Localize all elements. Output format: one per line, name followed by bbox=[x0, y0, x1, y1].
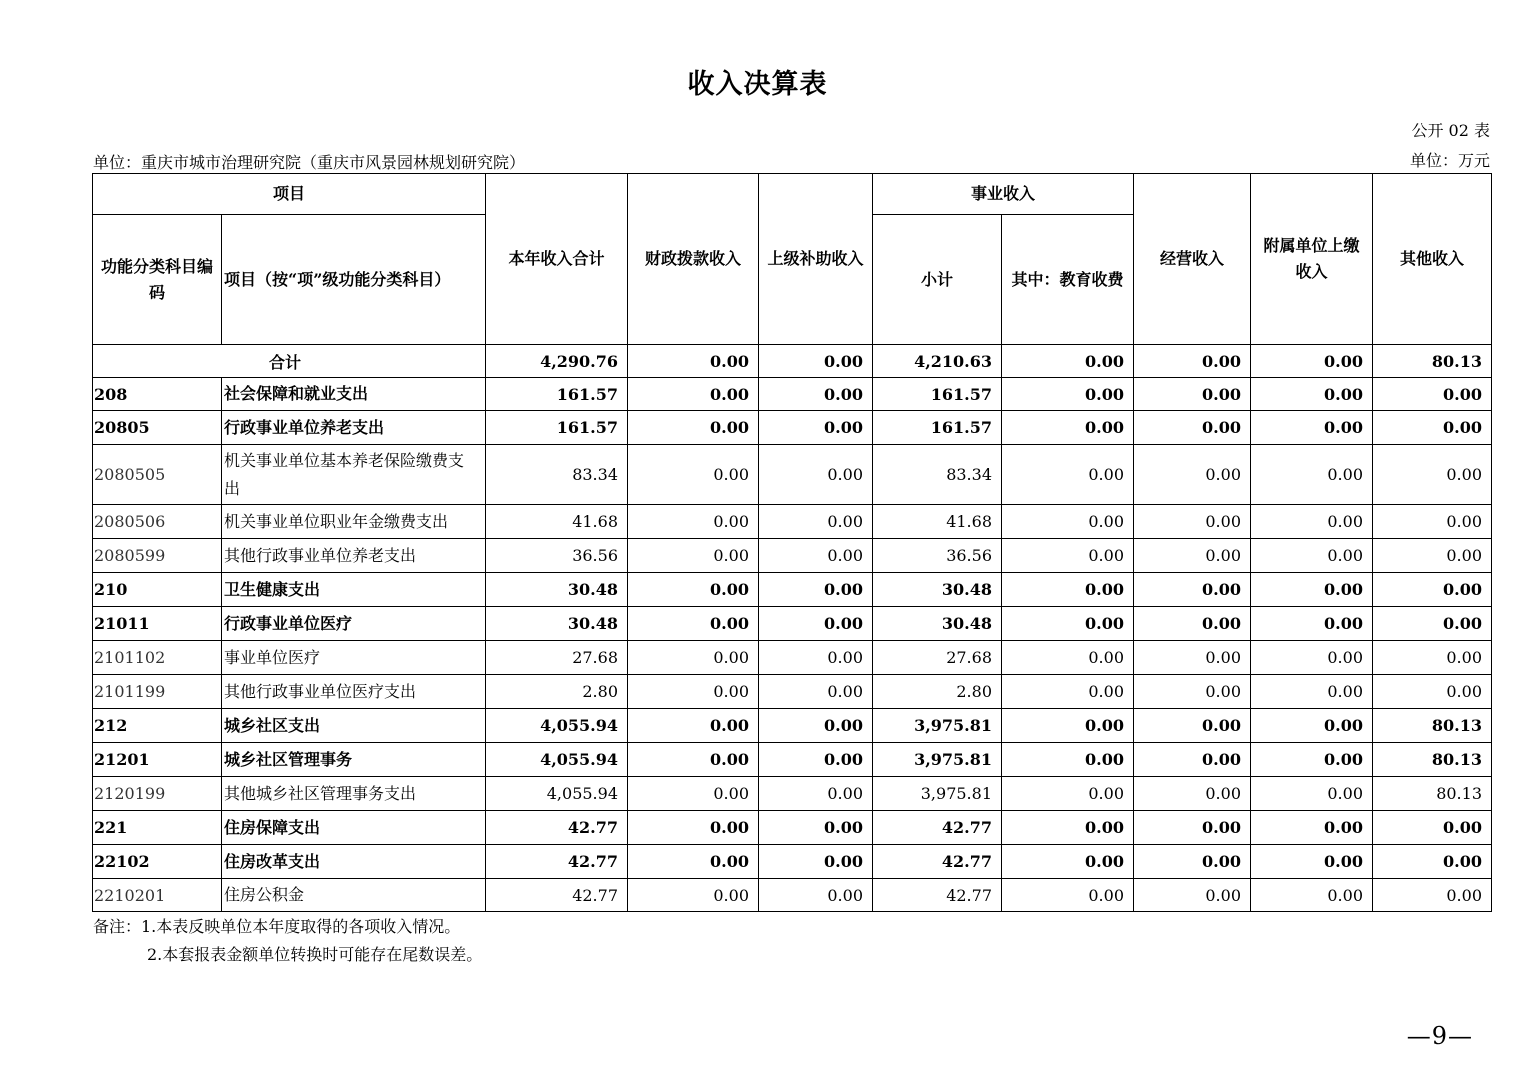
value-cell: 0.00 bbox=[1002, 777, 1134, 811]
header-other: 其他收入 bbox=[1373, 174, 1492, 345]
func-name-cell: 机关事业单位职业年金缴费支出 bbox=[222, 505, 486, 539]
value-cell: 0.00 bbox=[628, 777, 759, 811]
func-code-cell: 2210201 bbox=[93, 879, 222, 912]
value-cell: 0.00 bbox=[1373, 845, 1492, 879]
func-code-cell: 212 bbox=[93, 709, 222, 743]
value-cell: 0.00 bbox=[1373, 811, 1492, 845]
value-cell: 0.00 bbox=[1134, 607, 1251, 641]
func-name-cell: 其他行政事业单位医疗支出 bbox=[222, 675, 486, 709]
value-cell: 0.00 bbox=[1251, 573, 1373, 607]
value-cell: 0.00 bbox=[1134, 573, 1251, 607]
func-name-cell: 行政事业单位医疗 bbox=[222, 607, 486, 641]
value-cell: 0.00 bbox=[1251, 539, 1373, 573]
value-cell: 0.00 bbox=[1002, 445, 1134, 505]
value-cell: 4,055.94 bbox=[486, 743, 628, 777]
func-code-cell: 22102 bbox=[93, 845, 222, 879]
value-cell: 2.80 bbox=[873, 675, 1002, 709]
value-cell: 161.57 bbox=[486, 411, 628, 445]
value-cell: 0.00 bbox=[759, 445, 873, 505]
header-func-name: 项目（按“项”级功能分类科目） bbox=[222, 215, 486, 345]
value-cell: 83.34 bbox=[486, 445, 628, 505]
header-subtotal: 小计 bbox=[873, 215, 1002, 345]
value-cell: 41.68 bbox=[486, 505, 628, 539]
func-code-cell: 208 bbox=[93, 378, 222, 411]
func-name-cell: 其他城乡社区管理事务支出 bbox=[222, 777, 486, 811]
value-cell: 0.00 bbox=[1251, 811, 1373, 845]
value-cell: 27.68 bbox=[873, 641, 1002, 675]
value-cell: 0.00 bbox=[628, 445, 759, 505]
value-cell: 0.00 bbox=[759, 845, 873, 879]
func-code-cell: 221 bbox=[93, 811, 222, 845]
table-row bbox=[93, 573, 1492, 607]
value-cell: 0.00 bbox=[1134, 505, 1251, 539]
value-cell: 0.00 bbox=[1002, 607, 1134, 641]
note-line: 备注：1.本表反映单位本年度取得的各项收入情况。 bbox=[93, 917, 461, 936]
value-cell: 0.00 bbox=[628, 845, 759, 879]
table-row bbox=[93, 709, 1492, 743]
value-cell: 3,975.81 bbox=[873, 777, 1002, 811]
value-cell: 161.57 bbox=[873, 378, 1002, 411]
value-cell: 0.00 bbox=[1134, 539, 1251, 573]
value-cell: 80.13 bbox=[1373, 743, 1492, 777]
value-cell: 0.00 bbox=[628, 505, 759, 539]
value-cell: 42.77 bbox=[873, 845, 1002, 879]
value-cell: 0.00 bbox=[759, 675, 873, 709]
value-cell: 0.00 bbox=[628, 573, 759, 607]
func-code-cell: 2080506 bbox=[93, 505, 222, 539]
header-education: 其中：教育收费 bbox=[1002, 215, 1134, 345]
table-row bbox=[93, 607, 1492, 641]
value-cell: 0.00 bbox=[1134, 777, 1251, 811]
value-cell: 0.00 bbox=[759, 879, 873, 912]
value-cell: 0.00 bbox=[1002, 378, 1134, 411]
func-code-cell: 2120199 bbox=[93, 777, 222, 811]
func-name-cell: 其他行政事业单位养老支出 bbox=[222, 539, 486, 573]
value-cell: 3,975.81 bbox=[873, 709, 1002, 743]
func-code-cell: 210 bbox=[93, 573, 222, 607]
value-cell: 0.00 bbox=[1251, 675, 1373, 709]
value-cell: 42.77 bbox=[486, 845, 628, 879]
value-cell: 0.00 bbox=[1134, 378, 1251, 411]
table-row bbox=[93, 675, 1492, 709]
value-cell: 0.00 bbox=[1134, 445, 1251, 505]
table-row bbox=[93, 539, 1492, 573]
value-cell: 0.00 bbox=[759, 505, 873, 539]
func-name-cell: 机关事业单位基本养老保险缴费支出 bbox=[222, 445, 486, 505]
value-cell: 42.77 bbox=[873, 811, 1002, 845]
total-value: 4,210.63 bbox=[873, 345, 1002, 378]
func-name-cell: 行政事业单位养老支出 bbox=[222, 411, 486, 445]
table-row bbox=[93, 777, 1492, 811]
value-cell: 0.00 bbox=[628, 879, 759, 912]
value-cell: 0.00 bbox=[1251, 777, 1373, 811]
func-name-cell: 社会保障和就业支出 bbox=[222, 378, 486, 411]
func-name-cell: 城乡社区管理事务 bbox=[222, 743, 486, 777]
value-cell: 83.34 bbox=[873, 445, 1002, 505]
value-cell: 0.00 bbox=[1373, 641, 1492, 675]
func-name-cell: 住房改革支出 bbox=[222, 845, 486, 879]
value-cell: 0.00 bbox=[759, 709, 873, 743]
value-cell: 0.00 bbox=[759, 573, 873, 607]
value-cell: 0.00 bbox=[1373, 607, 1492, 641]
value-cell: 161.57 bbox=[873, 411, 1002, 445]
value-cell: 30.48 bbox=[486, 573, 628, 607]
value-cell: 4,055.94 bbox=[486, 709, 628, 743]
total-value: 0.00 bbox=[628, 345, 759, 378]
value-cell: 0.00 bbox=[1251, 505, 1373, 539]
value-cell: 0.00 bbox=[1002, 845, 1134, 879]
total-value: 80.13 bbox=[1373, 345, 1492, 378]
value-cell: 42.77 bbox=[486, 811, 628, 845]
table-row bbox=[93, 879, 1492, 912]
value-cell: 36.56 bbox=[486, 539, 628, 573]
value-cell: 0.00 bbox=[1002, 641, 1134, 675]
value-cell: 0.00 bbox=[628, 378, 759, 411]
func-code-cell: 20805 bbox=[93, 411, 222, 445]
value-cell: 0.00 bbox=[1002, 539, 1134, 573]
value-cell: 0.00 bbox=[1134, 641, 1251, 675]
value-cell: 0.00 bbox=[628, 709, 759, 743]
value-cell: 0.00 bbox=[628, 607, 759, 641]
notes bbox=[93, 913, 482, 969]
total-value: 4,290.76 bbox=[486, 345, 628, 378]
value-cell: 0.00 bbox=[1251, 411, 1373, 445]
value-cell: 0.00 bbox=[1251, 709, 1373, 743]
value-cell: 80.13 bbox=[1373, 777, 1492, 811]
header-total: 本年收入合计 bbox=[486, 174, 628, 345]
table-row bbox=[93, 845, 1492, 879]
value-cell: 0.00 bbox=[1002, 879, 1134, 912]
header-fiscal: 财政拨款收入 bbox=[628, 174, 759, 345]
table-row bbox=[93, 743, 1492, 777]
value-cell: 0.00 bbox=[1373, 445, 1492, 505]
func-code-cell: 2080505 bbox=[93, 445, 222, 505]
func-name-cell: 住房公积金 bbox=[222, 879, 486, 912]
func-name-cell: 住房保障支出 bbox=[222, 811, 486, 845]
header-func-code: 功能分类科目编码 bbox=[93, 215, 222, 345]
value-cell: 0.00 bbox=[1373, 573, 1492, 607]
value-cell: 0.00 bbox=[628, 641, 759, 675]
table-row bbox=[93, 411, 1492, 445]
value-cell: 4,055.94 bbox=[486, 777, 628, 811]
value-cell: 41.68 bbox=[873, 505, 1002, 539]
table-row bbox=[93, 445, 1492, 505]
value-cell: 0.00 bbox=[1251, 607, 1373, 641]
value-cell: 0.00 bbox=[628, 675, 759, 709]
value-cell: 0.00 bbox=[1134, 811, 1251, 845]
func-name-cell: 城乡社区支出 bbox=[222, 709, 486, 743]
table-row bbox=[93, 505, 1492, 539]
value-cell: 0.00 bbox=[1373, 505, 1492, 539]
value-cell: 0.00 bbox=[1134, 879, 1251, 912]
value-cell: 0.00 bbox=[1251, 378, 1373, 411]
value-cell: 42.77 bbox=[486, 879, 628, 912]
total-value: 0.00 bbox=[759, 345, 873, 378]
value-cell: 0.00 bbox=[759, 777, 873, 811]
value-cell: 0.00 bbox=[1251, 445, 1373, 505]
value-cell: 0.00 bbox=[759, 607, 873, 641]
total-label: 合计 bbox=[93, 345, 486, 378]
currency-unit: 单位：万元 bbox=[1409, 151, 1490, 170]
value-cell: 0.00 bbox=[1251, 879, 1373, 912]
value-cell: 0.00 bbox=[1134, 845, 1251, 879]
value-cell: 0.00 bbox=[1134, 411, 1251, 445]
func-code-cell: 21201 bbox=[93, 743, 222, 777]
value-cell: 0.00 bbox=[759, 539, 873, 573]
value-cell: 0.00 bbox=[1002, 675, 1134, 709]
value-cell: 0.00 bbox=[1373, 675, 1492, 709]
total-value: 0.00 bbox=[1251, 345, 1373, 378]
page-title: 收入决算表 bbox=[687, 69, 828, 100]
total-value: 0.00 bbox=[1134, 345, 1251, 378]
table-row bbox=[93, 641, 1492, 675]
value-cell: 0.00 bbox=[1002, 709, 1134, 743]
page-number: —9— bbox=[1406, 1022, 1473, 1050]
value-cell: 0.00 bbox=[759, 411, 873, 445]
value-cell: 0.00 bbox=[1251, 641, 1373, 675]
header-affiliated: 附属单位上缴收入 bbox=[1251, 174, 1373, 345]
value-cell: 0.00 bbox=[1251, 845, 1373, 879]
value-cell: 0.00 bbox=[1134, 709, 1251, 743]
value-cell: 27.68 bbox=[486, 641, 628, 675]
value-cell: 0.00 bbox=[1002, 743, 1134, 777]
note-line: 2.本套报表金额单位转换时可能存在尾数误差。 bbox=[147, 945, 483, 964]
value-cell: 0.00 bbox=[628, 539, 759, 573]
value-cell: 30.48 bbox=[486, 607, 628, 641]
form-number: 公开 02 表 bbox=[1411, 121, 1490, 140]
value-cell: 0.00 bbox=[1134, 743, 1251, 777]
value-cell: 2.80 bbox=[486, 675, 628, 709]
value-cell: 0.00 bbox=[628, 811, 759, 845]
value-cell: 0.00 bbox=[628, 743, 759, 777]
func-name-cell: 事业单位医疗 bbox=[222, 641, 486, 675]
reporting-unit: 单位：重庆市城市治理研究院（重庆市风景园林规划研究院） bbox=[93, 153, 526, 172]
value-cell: 30.48 bbox=[873, 607, 1002, 641]
table-row bbox=[93, 378, 1492, 411]
value-cell: 0.00 bbox=[1002, 573, 1134, 607]
func-code-cell: 2101102 bbox=[93, 641, 222, 675]
total-value: 0.00 bbox=[1002, 345, 1134, 378]
value-cell: 0.00 bbox=[759, 811, 873, 845]
value-cell: 0.00 bbox=[759, 378, 873, 411]
value-cell: 36.56 bbox=[873, 539, 1002, 573]
income-table bbox=[92, 173, 1492, 912]
table-row bbox=[93, 811, 1492, 845]
value-cell: 161.57 bbox=[486, 378, 628, 411]
value-cell: 42.77 bbox=[873, 879, 1002, 912]
value-cell: 0.00 bbox=[1373, 539, 1492, 573]
value-cell: 30.48 bbox=[873, 573, 1002, 607]
value-cell: 0.00 bbox=[759, 743, 873, 777]
value-cell: 0.00 bbox=[1002, 505, 1134, 539]
value-cell: 0.00 bbox=[1251, 743, 1373, 777]
header-superior: 上级补助收入 bbox=[759, 174, 873, 345]
header-project: 项目 bbox=[93, 174, 486, 215]
header-operating: 经营收入 bbox=[1134, 174, 1251, 345]
value-cell: 0.00 bbox=[1373, 879, 1492, 912]
total-row bbox=[93, 345, 1492, 378]
value-cell: 0.00 bbox=[1002, 811, 1134, 845]
value-cell: 0.00 bbox=[628, 411, 759, 445]
func-code-cell: 2080599 bbox=[93, 539, 222, 573]
func-name-cell: 卫生健康支出 bbox=[222, 573, 486, 607]
value-cell: 3,975.81 bbox=[873, 743, 1002, 777]
func-code-cell: 21011 bbox=[93, 607, 222, 641]
func-code-cell: 2101199 bbox=[93, 675, 222, 709]
value-cell: 0.00 bbox=[1373, 411, 1492, 445]
value-cell: 0.00 bbox=[1002, 411, 1134, 445]
value-cell: 0.00 bbox=[1373, 378, 1492, 411]
header-business: 事业收入 bbox=[873, 174, 1134, 215]
value-cell: 0.00 bbox=[759, 641, 873, 675]
value-cell: 0.00 bbox=[1134, 675, 1251, 709]
value-cell: 80.13 bbox=[1373, 709, 1492, 743]
